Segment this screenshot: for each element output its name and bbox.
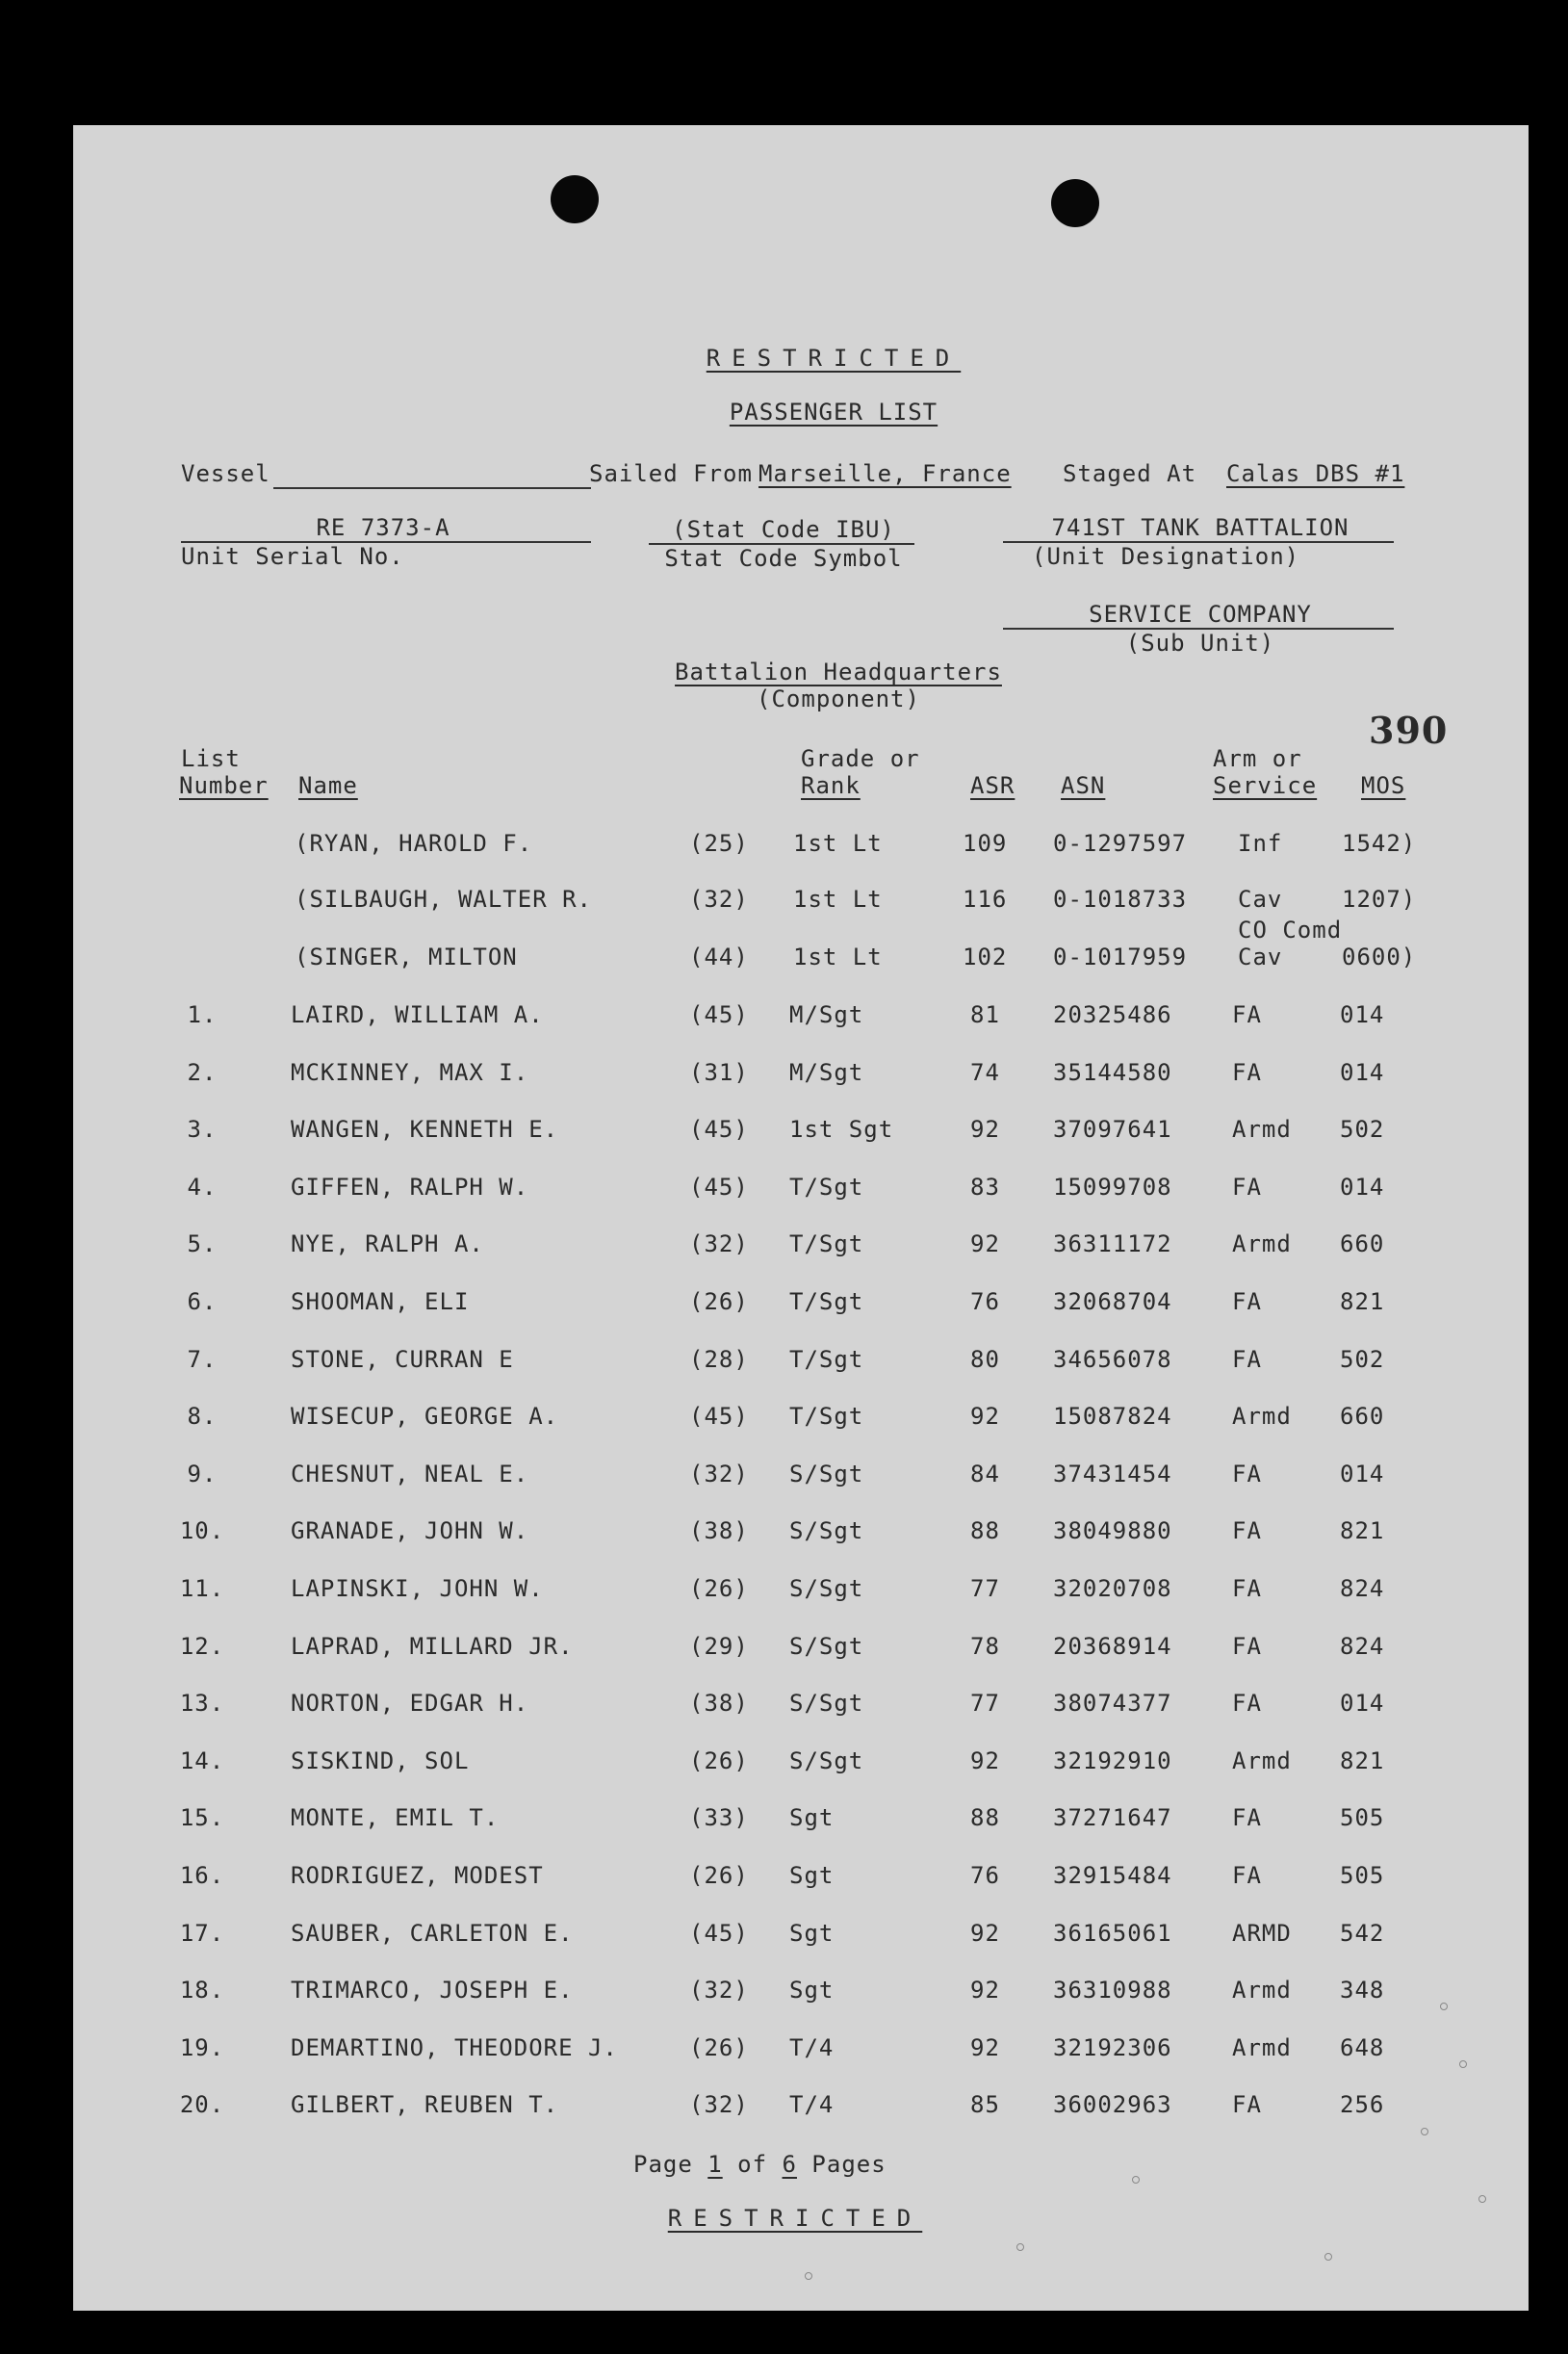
row-mos: 821 [1340, 1747, 1385, 1774]
row-name: LAPINSKI, JOHN W. [291, 1575, 544, 1602]
row-asn: 36165061 [1053, 1920, 1172, 1947]
row-age: (26) [689, 1288, 749, 1315]
row-grade: Sgt [789, 1804, 835, 1831]
row-number: 7. [187, 1346, 218, 1373]
row-asn: 37431454 [1053, 1461, 1172, 1487]
page-indicator [633, 2151, 887, 2178]
row-age: (26) [689, 1862, 749, 1889]
officer-name: (SINGER, MILTON [295, 944, 518, 970]
sailed-from-label: Sailed From [589, 460, 753, 487]
punch-hole-right [1051, 179, 1099, 227]
row-name: NYE, RALPH A. [291, 1230, 484, 1257]
row-name: TRIMARCO, JOSEPH E. [291, 1977, 574, 2004]
row-number: 9. [187, 1461, 218, 1487]
row-number: 13. [179, 1690, 225, 1717]
row-name: LAPRAD, MILLARD JR. [291, 1633, 574, 1660]
component-label: (Component) [757, 686, 920, 712]
row-name: SISKIND, SOL [291, 1747, 470, 1774]
row-asn: 36310988 [1053, 1977, 1172, 2004]
officer-age: (25) [689, 830, 749, 857]
page-total: 6 [782, 2151, 797, 2178]
officer-age: (32) [689, 886, 749, 913]
row-mos: 660 [1340, 1230, 1385, 1257]
row-age: (32) [689, 1461, 749, 1487]
row-age: (45) [689, 1403, 749, 1430]
paper-speck [1478, 2195, 1486, 2203]
row-mos: 014 [1340, 1059, 1385, 1086]
punch-hole-left [551, 175, 599, 223]
row-grade: T/4 [789, 2091, 835, 2118]
row-name: WANGEN, KENNETH E. [291, 1116, 559, 1143]
officer-name: (RYAN, HAROLD F. [295, 830, 533, 857]
row-arm: Armd [1232, 1977, 1292, 2004]
row-age: (26) [689, 2034, 749, 2061]
row-arm: Armd [1232, 1116, 1292, 1143]
row-mos: 648 [1340, 2034, 1385, 2061]
row-grade: S/Sgt [789, 1747, 864, 1774]
row-mos: 505 [1340, 1804, 1385, 1831]
row-asn: 32915484 [1053, 1862, 1172, 1889]
row-grade: Sgt [789, 1920, 835, 1947]
row-mos: 821 [1340, 1517, 1385, 1544]
stat-code-label: Stat Code Symbol [664, 545, 903, 572]
page-prefix: Page [633, 2151, 693, 2178]
officer-arm: Inf [1238, 830, 1283, 857]
row-age: (26) [689, 1747, 749, 1774]
paper-speck [1421, 2128, 1428, 2135]
row-asn: 20368914 [1053, 1633, 1172, 1660]
row-arm: ARMD [1232, 1920, 1292, 1947]
row-arm: FA [1232, 1517, 1262, 1544]
row-age: (26) [689, 1575, 749, 1602]
officer-asr: 116 [963, 886, 1008, 913]
restricted-header: RESTRICTED [706, 345, 962, 372]
row-number: 12. [179, 1633, 225, 1660]
row-grade: T/4 [789, 2034, 835, 2061]
page-current: 1 [707, 2151, 723, 2178]
row-name: STONE, CURRAN E [291, 1346, 514, 1373]
row-asr: 92 [970, 1920, 1000, 1947]
row-name: RODRIGUEZ, MODEST [291, 1862, 544, 1889]
row-number: 11. [179, 1575, 225, 1602]
sailed-from-value: Marseille, France [758, 460, 1012, 487]
row-mos: 502 [1340, 1116, 1385, 1143]
col-list-number-line1: List [181, 745, 241, 772]
officer-asn: 0-1297597 [1053, 830, 1188, 857]
col-arm-line2: Service [1213, 772, 1318, 799]
row-age: (45) [689, 1116, 749, 1143]
unit-designation-label: (Unit Designation) [1032, 543, 1300, 570]
row-grade: M/Sgt [789, 1059, 864, 1086]
row-asr: 83 [970, 1174, 1000, 1201]
row-grade: T/Sgt [789, 1230, 864, 1257]
row-arm: FA [1232, 1461, 1262, 1487]
restricted-footer: RESTRICTED [667, 2205, 923, 2232]
col-grade-line1: Grade or [801, 745, 920, 772]
row-asn: 37271647 [1053, 1804, 1172, 1831]
row-mos: 542 [1340, 1920, 1385, 1947]
row-asr: 92 [970, 1230, 1000, 1257]
row-name: NORTON, EDGAR H. [291, 1690, 529, 1717]
row-arm: FA [1232, 1174, 1262, 1201]
vessel-field-line [273, 487, 591, 489]
col-list-number-line2: Number [179, 772, 269, 799]
row-grade: Sgt [789, 1862, 835, 1889]
row-grade: 1st Sgt [789, 1116, 894, 1143]
officer-mos: 1542) [1342, 830, 1417, 857]
row-asn: 38074377 [1053, 1690, 1172, 1717]
row-name: DEMARTINO, THEODORE J. [291, 2034, 618, 2061]
row-number: 3. [187, 1116, 218, 1143]
row-number: 14. [179, 1747, 225, 1774]
officer-mos: 0600) [1342, 944, 1417, 970]
col-grade-line2: Rank [801, 772, 861, 799]
paper-speck [1016, 2243, 1024, 2251]
paper-speck [1440, 2003, 1448, 2010]
officer-grade: 1st Lt [793, 830, 883, 857]
row-number: 1. [187, 1001, 218, 1028]
row-name: WISECUP, GEORGE A. [291, 1403, 559, 1430]
row-number: 16. [179, 1862, 225, 1889]
row-asn: 15087824 [1053, 1403, 1172, 1430]
row-mos: 348 [1340, 1977, 1385, 2004]
row-arm: FA [1232, 1575, 1262, 1602]
row-name: MONTE, EMIL T. [291, 1804, 500, 1831]
row-mos: 502 [1340, 1346, 1385, 1373]
paper-speck [1459, 2060, 1467, 2068]
row-mos: 660 [1340, 1403, 1385, 1430]
row-grade: T/Sgt [789, 1403, 864, 1430]
sub-unit-value: SERVICE COMPANY [1089, 601, 1312, 628]
row-grade: Sgt [789, 1977, 835, 2004]
row-asr: 80 [970, 1346, 1000, 1373]
row-mos: 014 [1340, 1174, 1385, 1201]
row-age: (32) [689, 2091, 749, 2118]
row-arm: Armd [1232, 1403, 1292, 1430]
row-asr: 81 [970, 1001, 1000, 1028]
row-number: 8. [187, 1403, 218, 1430]
row-grade: T/Sgt [789, 1174, 864, 1201]
row-name: GILBERT, REUBEN T. [291, 2091, 559, 2118]
row-arm: FA [1232, 1059, 1262, 1086]
row-mos: 821 [1340, 1288, 1385, 1315]
unit-designation-value: 741ST TANK BATTALION [1051, 514, 1350, 541]
row-asn: 20325486 [1053, 1001, 1172, 1028]
row-mos: 014 [1340, 1001, 1385, 1028]
document-page [73, 125, 1529, 2311]
row-number: 4. [187, 1174, 218, 1201]
row-asr: 77 [970, 1575, 1000, 1602]
stat-code-value: (Stat Code IBU) [672, 516, 895, 543]
paper-speck [1132, 2176, 1140, 2184]
sub-unit-label: (Sub Unit) [1125, 630, 1275, 657]
row-asr: 92 [970, 1116, 1000, 1143]
page-suffix: Pages [811, 2151, 887, 2178]
row-arm: FA [1232, 1690, 1262, 1717]
row-asr: 78 [970, 1633, 1000, 1660]
officer-asn: 0-1018733 [1053, 886, 1188, 913]
row-number: 6. [187, 1288, 218, 1315]
page-middle: of [737, 2151, 768, 2178]
row-arm: FA [1232, 1804, 1262, 1831]
officer-name: (SILBAUGH, WALTER R. [295, 886, 592, 913]
row-asr: 92 [970, 2034, 1000, 2061]
row-name: SHOOMAN, ELI [291, 1288, 470, 1315]
row-grade: T/Sgt [789, 1288, 864, 1315]
staged-at-label: Staged At [1063, 460, 1197, 487]
row-age: (45) [689, 1920, 749, 1947]
row-number: 10. [179, 1517, 225, 1544]
row-mos: 014 [1340, 1461, 1385, 1487]
row-asr: 77 [970, 1690, 1000, 1717]
row-age: (45) [689, 1174, 749, 1201]
row-grade: S/Sgt [789, 1575, 864, 1602]
officer-arm: Cav [1238, 944, 1283, 970]
row-age: (28) [689, 1346, 749, 1373]
row-asn: 36002963 [1053, 2091, 1172, 2118]
row-age: (31) [689, 1059, 749, 1086]
row-name: SAUBER, CARLETON E. [291, 1920, 574, 1947]
row-asn: 32020708 [1053, 1575, 1172, 1602]
officer-grade: 1st Lt [793, 944, 883, 970]
row-mos: 505 [1340, 1862, 1385, 1889]
component-value: Battalion Headquarters [675, 659, 1002, 686]
row-asr: 92 [970, 1403, 1000, 1430]
row-age: (38) [689, 1517, 749, 1544]
officer-asr: 102 [963, 944, 1008, 970]
officer-asn: 0-1017959 [1053, 944, 1188, 970]
row-asr: 88 [970, 1517, 1000, 1544]
row-asn: 32068704 [1053, 1288, 1172, 1315]
officer-asr: 109 [963, 830, 1008, 857]
row-arm: FA [1232, 2091, 1262, 2118]
paper-speck [1324, 2253, 1332, 2261]
row-number: 17. [179, 1920, 225, 1947]
row-asr: 76 [970, 1288, 1000, 1315]
col-name: Name [298, 772, 358, 799]
row-grade: M/Sgt [789, 1001, 864, 1028]
row-name: LAIRD, WILLIAM A. [291, 1001, 544, 1028]
row-name: GRANADE, JOHN W. [291, 1517, 529, 1544]
row-asr: 92 [970, 1977, 1000, 2004]
row-asn: 15099708 [1053, 1174, 1172, 1201]
row-asn: 32192306 [1053, 2034, 1172, 2061]
unit-serial-value: RE 7373-A [316, 514, 450, 541]
col-arm-line1: Arm or [1213, 745, 1302, 772]
row-asr: 85 [970, 2091, 1000, 2118]
row-asn: 37097641 [1053, 1116, 1172, 1143]
row-age: (29) [689, 1633, 749, 1660]
row-asr: 84 [970, 1461, 1000, 1487]
document-title: PASSENGER LIST [729, 399, 938, 426]
row-name: CHESNUT, NEAL E. [291, 1461, 529, 1487]
row-asr: 92 [970, 1747, 1000, 1774]
row-asr: 88 [970, 1804, 1000, 1831]
row-number: 19. [179, 2034, 225, 2061]
unit-serial-label: Unit Serial No. [181, 543, 404, 570]
row-number: 20. [179, 2091, 225, 2118]
row-name: GIFFEN, RALPH W. [291, 1174, 529, 1201]
col-asn: ASN [1061, 772, 1106, 799]
row-asn: 38049880 [1053, 1517, 1172, 1544]
row-age: (45) [689, 1001, 749, 1028]
row-age: (32) [689, 1977, 749, 2004]
row-number: 2. [187, 1059, 218, 1086]
row-age: (33) [689, 1804, 749, 1831]
row-number: 15. [179, 1804, 225, 1831]
row-grade: T/Sgt [789, 1346, 864, 1373]
stamped-page-number: 390 [1369, 709, 1449, 752]
officer-note: CO Comd [1238, 917, 1343, 944]
vessel-label: Vessel [181, 460, 270, 487]
row-grade: S/Sgt [789, 1461, 864, 1487]
row-mos: 256 [1340, 2091, 1385, 2118]
row-number: 5. [187, 1230, 218, 1257]
officer-mos: 1207) [1342, 886, 1417, 913]
row-mos: 824 [1340, 1575, 1385, 1602]
col-mos: MOS [1361, 772, 1406, 799]
officer-arm: Cav [1238, 886, 1283, 913]
row-name: MCKINNEY, MAX I. [291, 1059, 529, 1086]
row-arm: FA [1232, 1288, 1262, 1315]
row-arm: FA [1232, 1001, 1262, 1028]
row-arm: Armd [1232, 1747, 1292, 1774]
row-asr: 76 [970, 1862, 1000, 1889]
paper-speck [805, 2272, 812, 2280]
row-mos: 824 [1340, 1633, 1385, 1660]
row-arm: FA [1232, 1633, 1262, 1660]
row-asn: 36311172 [1053, 1230, 1172, 1257]
row-number: 18. [179, 1977, 225, 2004]
staged-at-value: Calas DBS #1 [1226, 460, 1405, 487]
row-arm: Armd [1232, 1230, 1292, 1257]
col-asr: ASR [970, 772, 1015, 799]
row-asn: 34656078 [1053, 1346, 1172, 1373]
row-asn: 32192910 [1053, 1747, 1172, 1774]
row-arm: Armd [1232, 2034, 1292, 2061]
row-mos: 014 [1340, 1690, 1385, 1717]
row-asn: 35144580 [1053, 1059, 1172, 1086]
row-grade: S/Sgt [789, 1690, 864, 1717]
row-age: (38) [689, 1690, 749, 1717]
officer-grade: 1st Lt [793, 886, 883, 913]
row-arm: FA [1232, 1862, 1262, 1889]
row-asr: 74 [970, 1059, 1000, 1086]
officer-age: (44) [689, 944, 749, 970]
row-grade: S/Sgt [789, 1633, 864, 1660]
row-arm: FA [1232, 1346, 1262, 1373]
row-age: (32) [689, 1230, 749, 1257]
row-grade: S/Sgt [789, 1517, 864, 1544]
